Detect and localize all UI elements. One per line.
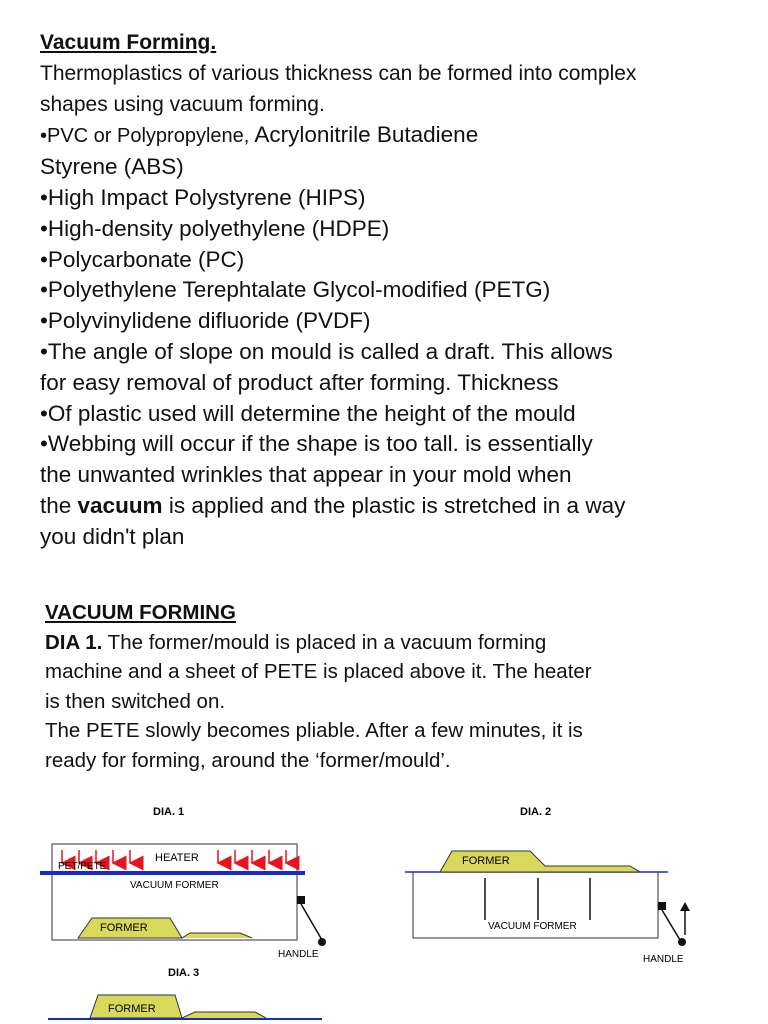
- diagram-dia-1: [40, 806, 326, 960]
- section-title: Vacuum Forming.: [40, 31, 217, 54]
- section-dia1-description: [45, 598, 745, 775]
- bullet-petg: •Polyethylene Terephtalate Glycol-modified (PETG): [40, 277, 551, 303]
- dia2-former-label: FORMER: [462, 855, 510, 867]
- dia2-handle-label: HANDLE: [643, 954, 684, 965]
- diagram-dia-3: [48, 967, 322, 1019]
- dia1-line-4: The PETE slowly becomes pliable. After a few minutes, it is: [45, 719, 583, 742]
- bullet-thickness: •Of plastic used will determine the height of the mould: [40, 400, 576, 426]
- bullet-pvdf: •Polyvinylidene difluoride (PVDF): [40, 308, 371, 334]
- text-vacuum-bold: vacuum: [77, 492, 163, 518]
- dia1-vacuum-former-label: VACUUM FORMER: [130, 880, 219, 891]
- dia1-pet-label: PET/PETE: [58, 861, 107, 872]
- dia1-handle-block: [297, 896, 305, 904]
- bullet-hdpe: •High-density polyethylene (HDPE): [40, 215, 390, 241]
- intro-line-2: shapes using vacuum forming.: [40, 92, 325, 116]
- text-the: the: [40, 492, 78, 518]
- dia1-handle-lever: [301, 904, 322, 940]
- bullet-pvc-cont: Styrene (ABS): [40, 154, 184, 180]
- bullet-draft-cont: for easy removal of product after forming. Thickness: [40, 369, 559, 395]
- bullet-webbing-cont: the unwanted wrinkles that appear in your mold when: [40, 462, 572, 488]
- dia2-up-arrowhead: [680, 902, 690, 911]
- dia1-line-5: ready for forming, around the ‘former/mould’.: [45, 748, 451, 772]
- dia2-handle-lever: [662, 910, 680, 940]
- dia2-handle-block: [658, 902, 666, 910]
- dia1-line-1-text: The former/mould is placed in a vacuum forming: [102, 630, 547, 654]
- intro-line-1: Thermoplastics of various thickness can be formed into complex: [40, 61, 637, 85]
- bullet-pvc: [40, 120, 760, 152]
- dia1-label: DIA 1.: [45, 630, 103, 654]
- dia1-former-tail: [182, 933, 252, 938]
- bullet-webbing: •Webbing will occur if the shape is too tall. is essentially: [40, 431, 593, 457]
- bullet-pc: •Polycarbonate (PC): [40, 246, 245, 272]
- bullet-webbing-cont-2: [40, 491, 760, 522]
- bullet-pvc-prefix: •PVC or Polypropylene,: [40, 125, 250, 148]
- dia2-title: DIA. 2: [520, 806, 552, 818]
- dia1-line-2: machine and a sheet of PETE is placed above it. The heater: [45, 660, 592, 683]
- dia3-former-label: FORMER: [108, 1003, 156, 1015]
- dia1-heater-label: HEATER: [155, 852, 199, 864]
- bullet-hips: •High Impact Polystyrene (HIPS): [40, 184, 366, 210]
- dia2-vacuum-former-label: VACUUM FORMER: [488, 921, 577, 932]
- bullet-draft: •The angle of slope on mould is called a draft. This allows: [40, 338, 613, 364]
- vacuum-forming-diagrams: [0, 790, 768, 1024]
- dia1-former-label: FORMER: [100, 922, 148, 934]
- section2-title: VACUUM FORMING: [45, 601, 236, 624]
- dia3-title: DIA. 3: [168, 967, 200, 979]
- diagram-dia-2: [405, 806, 690, 965]
- dia2-handle-knob: [678, 938, 686, 946]
- dia1-line-1: [45, 628, 745, 658]
- dia1-title: DIA. 1: [153, 806, 185, 818]
- dia1-handle-label: HANDLE: [278, 949, 319, 960]
- dia3-former-tail: [182, 1012, 266, 1018]
- text-applied: is applied and the plastic is stretched in a way: [162, 492, 626, 518]
- dia1-heater-arrows-right: [218, 850, 286, 863]
- bullet-webbing-end: you didn't plan: [40, 523, 185, 549]
- bullet-pvc-rest: Acrylonitrile Butadiene: [249, 122, 479, 148]
- dia1-line-3: is then switched on.: [45, 689, 226, 713]
- section-vacuum-forming: [40, 28, 760, 553]
- dia1-handle-knob: [318, 938, 326, 946]
